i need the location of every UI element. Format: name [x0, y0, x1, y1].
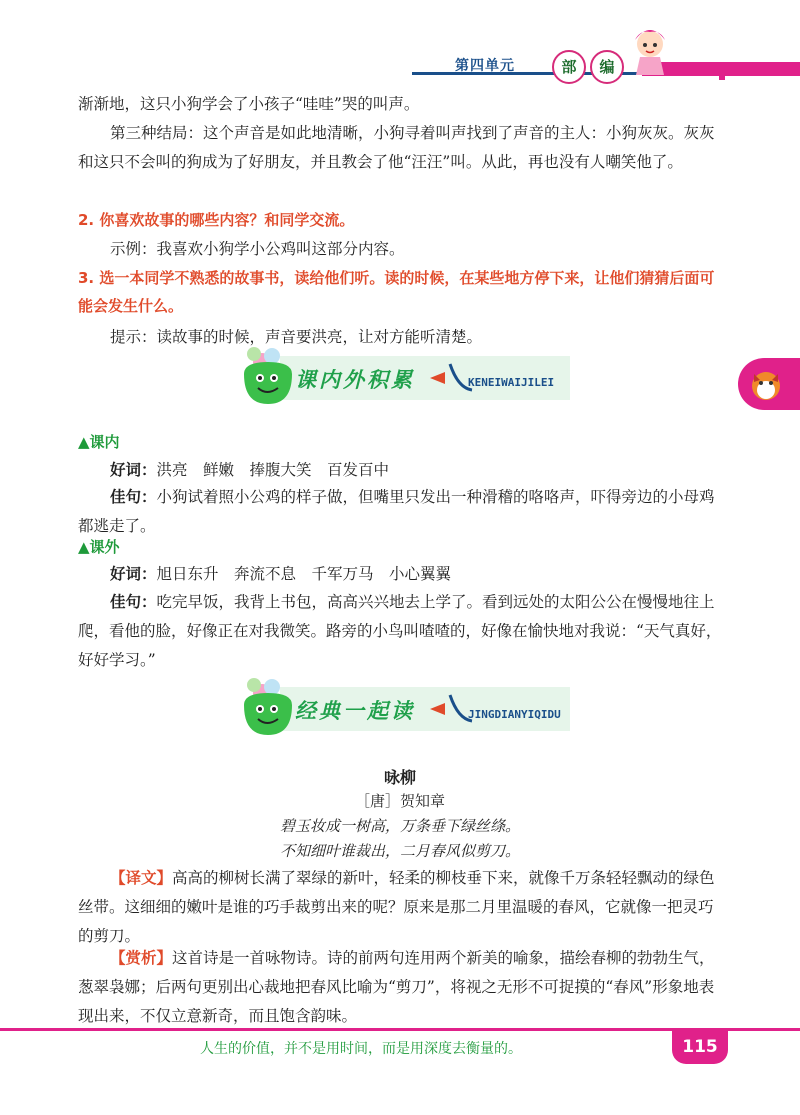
page-number: 115: [672, 1030, 728, 1064]
sentence-text: 小狗试着照小公鸡的样子做，但嘴里只发出一种滑稽的咯咯声，吓得旁边的小母鸡都逃走了。: [78, 488, 715, 535]
words-label: 好词：: [110, 461, 157, 479]
section-pinyin-1: KENEIWAIJILEI: [468, 376, 555, 389]
words-label: 好词：: [110, 565, 157, 583]
sentence-label: 佳句：: [110, 488, 157, 506]
badge-bu: 部: [552, 50, 586, 84]
inside-label: ▲课内: [78, 433, 120, 451]
checker-decoration: [665, 62, 800, 80]
poem-line-1: 碧玉妆成一树高，万条垂下绿丝绦。: [279, 817, 520, 835]
poem-author: ［唐］贺知章: [354, 792, 445, 810]
poem-line-2: 不知细叶谁裁出，二月春风似剪刀。: [279, 842, 520, 860]
outside-words: [78, 560, 728, 589]
outside-sentence: [78, 588, 728, 675]
answer-3: 提示：读故事的时候，声音要洪亮，让对方能听清楚。: [110, 328, 483, 346]
poem-title: 咏柳: [383, 768, 416, 787]
appreciation: [78, 944, 728, 1031]
section-title-2: 经典一起读: [295, 699, 415, 723]
ending-three: 第三种结局：这个声音是如此地清晰，小狗寻着叫声找到了声音的主人：小狗灰灰。灰灰和这只不会叫的狗成为了好朋友，并且教会了他“汪汪”叫。从此，再也没有人嘲笑他了。: [78, 124, 715, 171]
section-pinyin-2: JINGDIANYIQIDU: [468, 708, 561, 721]
appreciation-label: 【赏析】: [110, 949, 173, 967]
words-text: 洪亮 鲜嫩 捧腹大笑 百发百中: [156, 461, 390, 479]
sentence-label: 佳句：: [110, 593, 157, 611]
inside-words: [78, 456, 728, 485]
fox-face-icon: [746, 364, 786, 404]
words-text: 旭日东升 奔流不息 千军万马 小心翼翼: [156, 565, 452, 583]
sentence-text: 吃完早饭，我背上书包，高高兴兴地去上学了。看到远处的太阳公公在慢慢地往上爬，看他的脸，好像正在对我微笑。路旁的小鸟叫喳喳的，好像在愉快地对我说：“天气真好，好好学习。”: [78, 593, 722, 669]
side-tab: [738, 358, 800, 410]
answer-2: 示例：我喜欢小狗学小公鸡叫这部分内容。: [110, 240, 405, 258]
badge-bian: 编: [590, 50, 624, 84]
translation-label: 【译文】: [110, 869, 173, 887]
passage-line: 渐渐地，这只小狗学会了小孩子“哇哇”哭的叫声。: [78, 95, 420, 113]
outside-label: ▲课外: [78, 538, 120, 556]
translation-text: 高高的柳树长满了翠绿的新叶，轻柔的柳枝垂下来，就像千万条轻轻飘动的绿色丝带。这细细的嫩叶是谁的巧手裁剪出来的呢？原来是那二月里温暖的春风，它就像一把灵巧的剪刀。: [78, 869, 715, 945]
question-3: 3. 选一本同学不熟悉的故事书，读给他们听。读的时候，在某些地方停下来，让他们猜猜后面可能会发生什么。: [78, 269, 715, 315]
question-2: 2. 你喜欢故事的哪些内容？和同学交流。: [78, 211, 355, 229]
footer-motto: 人生的价值，并不是用时间，而是用深度去衡量的。: [200, 1041, 522, 1057]
appreciation-text: 这首诗是一首咏物诗。诗的前两句连用两个新美的喻象，描绘春柳的勃勃生气，葱翠袅娜；后两句更别出心裁地把春风比喻为“剪刀”，将视之无形不可捉摸的“春风”形象地表现出来，不仅立意新奇，而且饱含韵味。: [78, 949, 715, 1025]
section-title-1: 课内外积累: [295, 368, 415, 392]
translation: [78, 864, 728, 951]
unit-label: 第四单元: [455, 58, 515, 74]
